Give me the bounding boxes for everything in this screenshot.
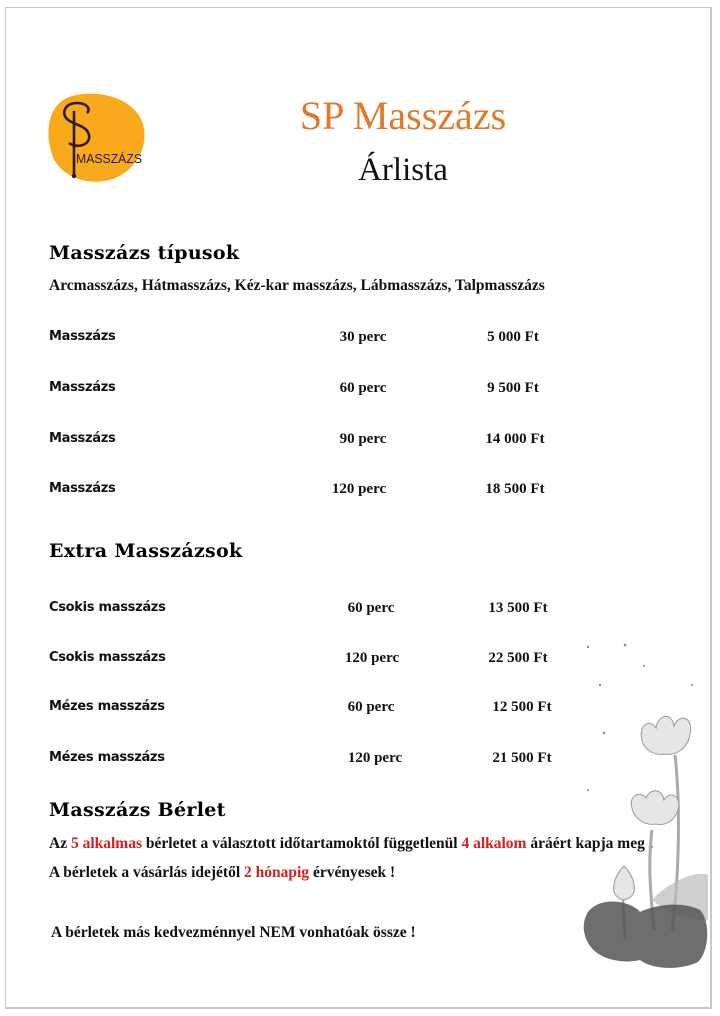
text-segment: A bérletek a vásárlás idejétől [49,864,245,881]
service-name: Masszázs [49,431,116,446]
service-price: 9 500 Ft [487,380,539,396]
service-price: 14 000 Ft [485,431,545,447]
service-duration: 120 perc [344,650,400,666]
massage-types-list: Arcmasszázs, Hátmasszázs, Kéz-kar masszázs, Lábmasszázs, Talpmasszázs [49,277,545,294]
service-name: Masszázs [49,481,116,496]
price-row [0,380,720,400]
service-price: 12 500 Ft [492,699,552,715]
service-price: 22 500 Ft [488,650,548,666]
pass-info-line-3: A bérletek más kedvezménnyel NEM vonhatóak össze ! [51,924,416,941]
service-duration: 120 perc [331,481,387,497]
service-name: Masszázs [49,329,116,344]
service-name: Csokis masszázs [49,650,166,665]
page-title: SP Masszázs [299,93,507,138]
page-subtitle: Árlista [358,152,448,188]
pass-info-line-2 [49,864,395,882]
service-duration: 30 perc [339,329,387,345]
text-segment: bérletet a választott időtartamoktól függetlenül [142,835,462,852]
price-row [0,481,720,501]
section-heading-types: Masszázs típusok [49,242,240,264]
section-heading-pass: Masszázs Bérlet [49,799,226,821]
service-duration: 90 perc [339,431,387,447]
lotus-flower-illustration [580,630,710,970]
text-segment: érvényesek ! [309,864,396,881]
highlight-price-basis: 4 alkalom [461,835,527,852]
text-segment: áráért kapja meg ! [526,835,654,852]
service-name: Mézes masszázs [49,699,165,714]
logo-text: MASSZÁZS [76,151,143,166]
service-name: Masszázs [49,380,116,395]
price-row [0,329,720,349]
section-heading-extra: Extra Masszázsok [49,540,243,562]
service-duration: 120 perc [347,750,403,766]
service-price: 18 500 Ft [485,481,545,497]
service-price: 5 000 Ft [487,329,539,345]
service-price: 13 500 Ft [488,600,548,616]
pass-info-line-1 [49,835,654,853]
service-price: 21 500 Ft [492,750,552,766]
service-duration: 60 perc [347,699,395,715]
service-duration: 60 perc [347,600,395,616]
service-name: Mézes masszázs [49,750,165,765]
price-row [0,431,720,451]
service-duration: 60 perc [339,380,387,396]
price-row [0,600,720,620]
highlight-validity: 2 hónapig [244,864,310,881]
highlight-sessions: 5 alkalmas [70,835,143,852]
service-name: Csokis masszázs [49,600,166,615]
text-segment: Az [49,835,71,852]
